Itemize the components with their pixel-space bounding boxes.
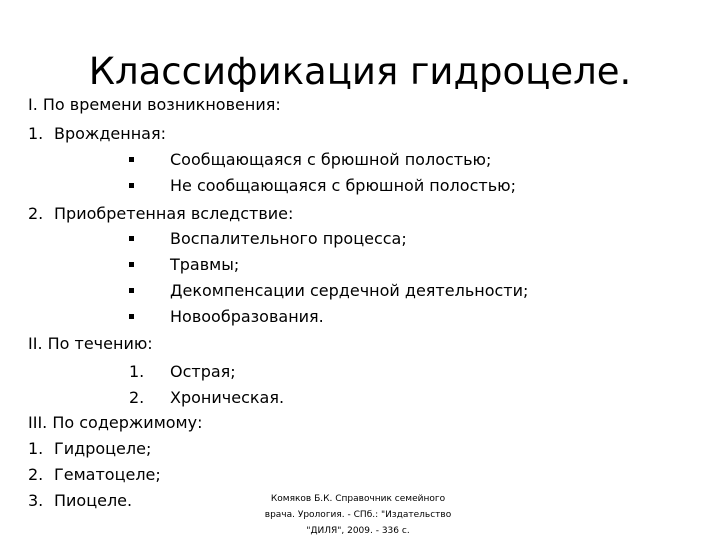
source-citation — [248, 491, 468, 539]
section-1-item-1-sub-1: Сообщающаяся с брюшной полостью; — [170, 150, 492, 169]
section-3-item-1-label: Гидроцеле; — [54, 439, 152, 458]
section-2-item-2-label: Хроническая. — [170, 388, 285, 407]
section-3-item-3-number: 3. — [28, 491, 44, 510]
section-3-heading: III. По содержимому: — [28, 413, 203, 432]
section-1-item-2-number: 2. — [28, 204, 44, 223]
section-1-item-2-sub-4: Новообразования. — [170, 307, 324, 326]
bullet-icon — [129, 236, 134, 241]
section-1-item-2-sub-2: Травмы; — [170, 255, 240, 274]
section-1-item-2-sub-1: Воспалительного процесса; — [170, 229, 407, 248]
bullet-icon — [129, 183, 134, 188]
section-3-item-2-number: 2. — [28, 465, 44, 484]
section-1-item-1-sub-2: Не сообщающаяся с брюшной полостью; — [170, 176, 516, 195]
section-3-item-3-label: Пиоцеле. — [54, 491, 133, 510]
section-3-item-1-number: 1. — [28, 439, 44, 458]
section-1-item-2-sub-3: Декомпенсации сердечной деятельности; — [170, 281, 529, 300]
bullet-icon — [129, 157, 134, 162]
source-line-2: врача. Урология. - СПб.: "Издательство — [264, 510, 452, 520]
slide-title: Классификация гидроцеле. — [88, 50, 632, 93]
section-1-heading: I. По времени возникновения: — [28, 95, 281, 114]
section-2-item-1-label: Острая; — [170, 362, 236, 381]
section-2-item-2-number: 2. — [129, 388, 145, 407]
section-1-item-1-number: 1. — [28, 124, 44, 143]
section-3-item-2-label: Гематоцеле; — [54, 465, 161, 484]
bullet-icon — [129, 314, 134, 319]
section-2-item-1-number: 1. — [129, 362, 145, 381]
source-line-1: Комяков Б.К. Справочник семейного — [270, 494, 446, 504]
bullet-icon — [129, 288, 134, 293]
source-line-3: "ДИЛЯ", 2009. - 336 с. — [306, 526, 410, 536]
section-1-item-2-label: Приобретенная вследствие: — [54, 204, 294, 223]
section-1-item-1-label: Врожденная: — [54, 124, 166, 143]
section-2-heading: II. По течению: — [28, 334, 153, 353]
bullet-icon — [129, 262, 134, 267]
